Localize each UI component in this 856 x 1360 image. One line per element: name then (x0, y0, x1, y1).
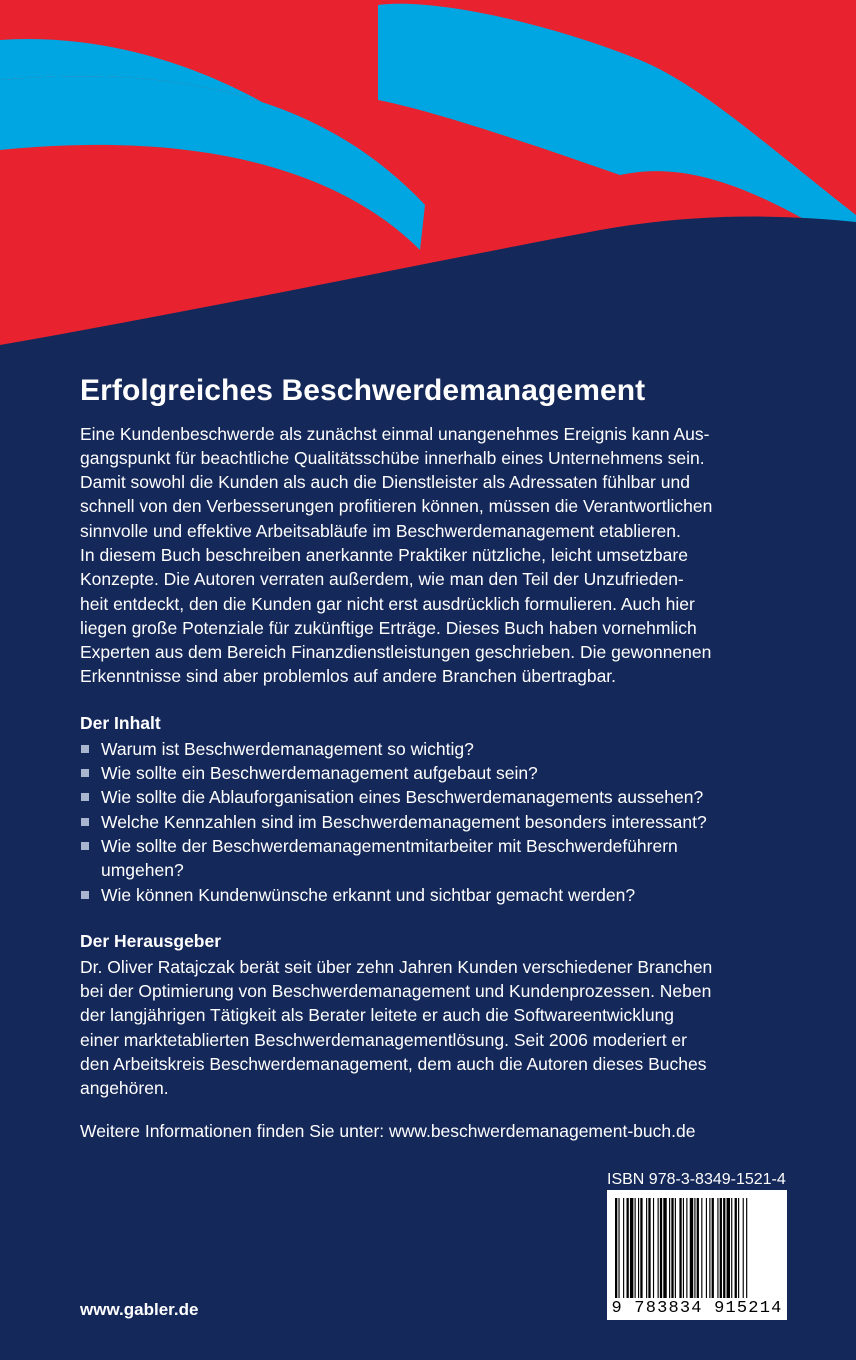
intro-line: sinnvolle und effektive Arbeitsabläufe im Beschwerdemanagement etablieren. (80, 520, 681, 541)
barcode-bar (723, 1198, 725, 1298)
barcode-bar (640, 1198, 642, 1298)
barcode-bar (623, 1198, 624, 1298)
list-item (80, 883, 800, 907)
barcode-bar (720, 1198, 722, 1298)
barcode-bar (697, 1198, 699, 1298)
barcode-bar (675, 1198, 676, 1298)
list-item-text: Wie sollte der Beschwerdemanagementmitarbeiter mit Beschwerdeführern umgehen? (101, 835, 678, 881)
publisher-website[interactable]: www.gabler.de (80, 1300, 199, 1319)
intro-line: gangspunkt für beachtliche Qualitätsschübe innerhalb eines Unternehmens sein. (80, 447, 705, 468)
intro-line: heit entdeckt, den die Kunden gar nicht erst ausdrücklich formulieren. Auch hier (80, 593, 695, 614)
barcode-bar (648, 1198, 650, 1298)
contents-list (80, 737, 800, 907)
barcode-bar (638, 1198, 639, 1298)
barcode-bar (709, 1198, 710, 1298)
editor-line: einer marktetablierten Beschwerdemanagementlösung. Seit 2006 moderiert er (80, 1029, 687, 1050)
editor-line: Dr. Oliver Ratajczak berät seit über zehn Jahren Kunden verschiedener Branchen (80, 956, 713, 977)
editor-line: angehören. (80, 1078, 169, 1099)
barcode-bar (660, 1198, 662, 1298)
barcode-bars (613, 1198, 781, 1298)
barcode-bar (658, 1198, 659, 1298)
barcode-bar (671, 1198, 673, 1298)
barcode-bar (615, 1198, 617, 1298)
intro-line: Experten aus dem Bereich Finanzdienstleistungen geschrieben. Die gewonnenen (80, 642, 712, 663)
list-item-text: Wie sollte ein Beschwerdemanagement aufgebaut sein? (101, 763, 538, 784)
intro-line: Erkenntnisse sind aber problemlos auf andere Branchen übertragbar. (80, 666, 617, 687)
intro-line: Eine Kundenbeschwerde als zunächst einmal unangenehmes Ereignis kann Aus- (80, 423, 710, 444)
editor-paragraph (80, 955, 800, 1101)
barcode-bar (738, 1198, 739, 1298)
bullet-square-icon (81, 745, 89, 753)
list-item-text: Wie sollte die Ablauforganisation eines Beschwerdemanagements aussehen? (101, 787, 704, 808)
barcode-bar (646, 1198, 647, 1298)
intro-line: In diesem Buch beschreiben anerkannte Praktiker nützliche, leicht umsetzbare (80, 544, 688, 565)
list-item (80, 785, 800, 809)
barcode-bar (735, 1198, 737, 1298)
editor-line: bei der Optimierung von Beschwerdemanagement und Kundenprozessen. Neben (80, 981, 712, 1002)
book-title: Erfolgreiches Beschwerdemanagement (80, 374, 646, 407)
barcode-bar (694, 1198, 695, 1298)
list-item-text: Welche Kennzahlen sind im Beschwerdemanagement besonders interessant? (101, 811, 707, 832)
barcode-bar (630, 1198, 633, 1298)
isbn-label: ISBN 978-3-8349-1521-4 (607, 1171, 786, 1188)
barcode-number: 9 783834 915214 (611, 1299, 783, 1318)
list-item (80, 737, 800, 761)
cover-graphic (0, 0, 856, 380)
bullet-square-icon (81, 818, 89, 826)
list-item (80, 761, 800, 785)
intro-line: liegen große Potenziale für zukünftige Erträge. Dieses Buch haben vornehmlich (80, 617, 697, 638)
bullet-square-icon (81, 891, 89, 899)
editor-line: der langjährigen Tätigkeit als Berater leitete er auch die Softwareentwicklung (80, 1005, 675, 1026)
barcode-bar (635, 1198, 636, 1298)
bullet-square-icon (81, 769, 89, 777)
contents-heading: Der Inhalt (80, 712, 161, 733)
back-cover-text (80, 372, 800, 1143)
intro-line: schnell von den Verbesserungen profitieren können, müssen die Verantwortlichen (80, 496, 713, 517)
barcode-bar (706, 1198, 707, 1298)
barcode-bar (690, 1198, 693, 1298)
intro-line: Konzepte. Die Autoren verraten außerdem, wie man den Teil der Unzufrieden- (80, 569, 684, 590)
barcode-bar (717, 1198, 718, 1298)
list-item (80, 810, 800, 834)
intro-paragraph (80, 422, 800, 689)
barcode (607, 1190, 787, 1320)
barcode-bar (686, 1198, 687, 1298)
barcode-bar (653, 1198, 654, 1298)
barcode-bar (618, 1198, 619, 1298)
list-item (80, 834, 800, 883)
barcode-bar (627, 1198, 629, 1298)
barcode-bar (683, 1198, 684, 1298)
bullet-square-icon (81, 842, 89, 850)
barcode-bar (727, 1198, 730, 1298)
editor-heading: Der Herausgeber (80, 930, 222, 951)
barcode-bar (663, 1198, 666, 1298)
more-info-link[interactable]: Weitere Informationen finden Sie unter: www.beschwerdemanagement-buch.de (80, 1120, 696, 1141)
barcode-bar (701, 1198, 702, 1298)
barcode-bar (743, 1198, 744, 1298)
editor-line: den Arbeitskreis Beschwerdemanagement, dem auch die Autoren dieses Buches (80, 1054, 707, 1075)
bullet-square-icon (81, 793, 89, 801)
list-item-text: Wie können Kundenwünsche erkannt und sichtbar gemacht werden? (101, 884, 636, 905)
barcode-bar (746, 1198, 747, 1298)
barcode-bar (669, 1198, 670, 1298)
barcode-bar (712, 1198, 714, 1298)
intro-line: Damit sowohl die Kunden als auch die Dienstleister als Adressaten fühlbar und (80, 472, 690, 493)
barcode-bar (679, 1198, 681, 1298)
list-item-text: Warum ist Beschwerdemanagement so wichtig? (101, 738, 474, 759)
barcode-bar (731, 1198, 732, 1298)
